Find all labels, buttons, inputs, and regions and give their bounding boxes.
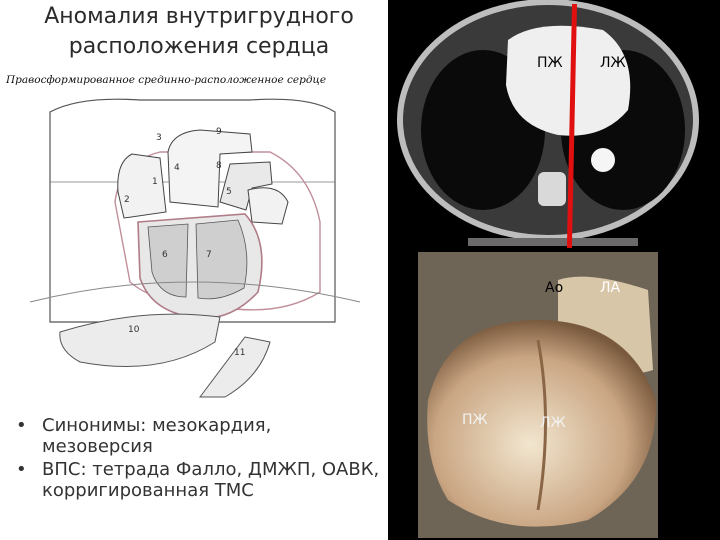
heart-anatomy-diagram	[20, 92, 365, 407]
ct-heart	[506, 26, 630, 136]
ct-aorta	[591, 148, 615, 172]
slide-subtitle: Правосформированное срединно-расположенное сердце	[6, 74, 327, 86]
diagram-number-1: 1	[152, 177, 158, 187]
diagram-number-9: 9	[216, 127, 222, 137]
ct-table	[468, 238, 638, 246]
stomach-shape	[200, 337, 270, 397]
right-atrium-shape	[118, 154, 166, 218]
ct-spine	[538, 172, 566, 206]
bullet-list	[14, 415, 384, 503]
diagram-number-7: 7	[206, 250, 212, 260]
bullet-defects: • ВПС: тетрада Фалло, ДМЖП, ОАВК, корригированная ТМС	[14, 459, 384, 501]
imaging-panel	[388, 0, 720, 540]
diagram-number-2: 2	[124, 195, 130, 205]
bullet-synonyms: • Синонимы: мезокардия, мезоверсия	[14, 415, 384, 457]
diagram-number-4: 4	[174, 163, 180, 173]
lv-cavity	[196, 220, 247, 299]
ct-label-rv: ПЖ	[537, 55, 563, 71]
slide-title: Аномалия внутригрудного расположения сердца	[44, 4, 354, 59]
diagram-number-11: 11	[234, 348, 246, 358]
diagram-number-10: 10	[128, 325, 140, 335]
diagram-number-3: 3	[156, 133, 162, 143]
vr-label-rv: ПЖ	[462, 412, 488, 428]
vr-label-ao: Ао	[545, 280, 564, 296]
left-atrium-shape	[248, 188, 288, 224]
diagram-number-8: 8	[216, 161, 222, 171]
diagram-number-6: 6	[162, 250, 168, 260]
ct-axial-image	[388, 0, 720, 250]
ct-label-lv: ЛЖ	[600, 55, 626, 71]
vr-label-lv: ЛЖ	[540, 415, 566, 431]
diagram-number-5: 5	[226, 187, 232, 197]
vr-label-la: ЛА	[600, 280, 621, 296]
